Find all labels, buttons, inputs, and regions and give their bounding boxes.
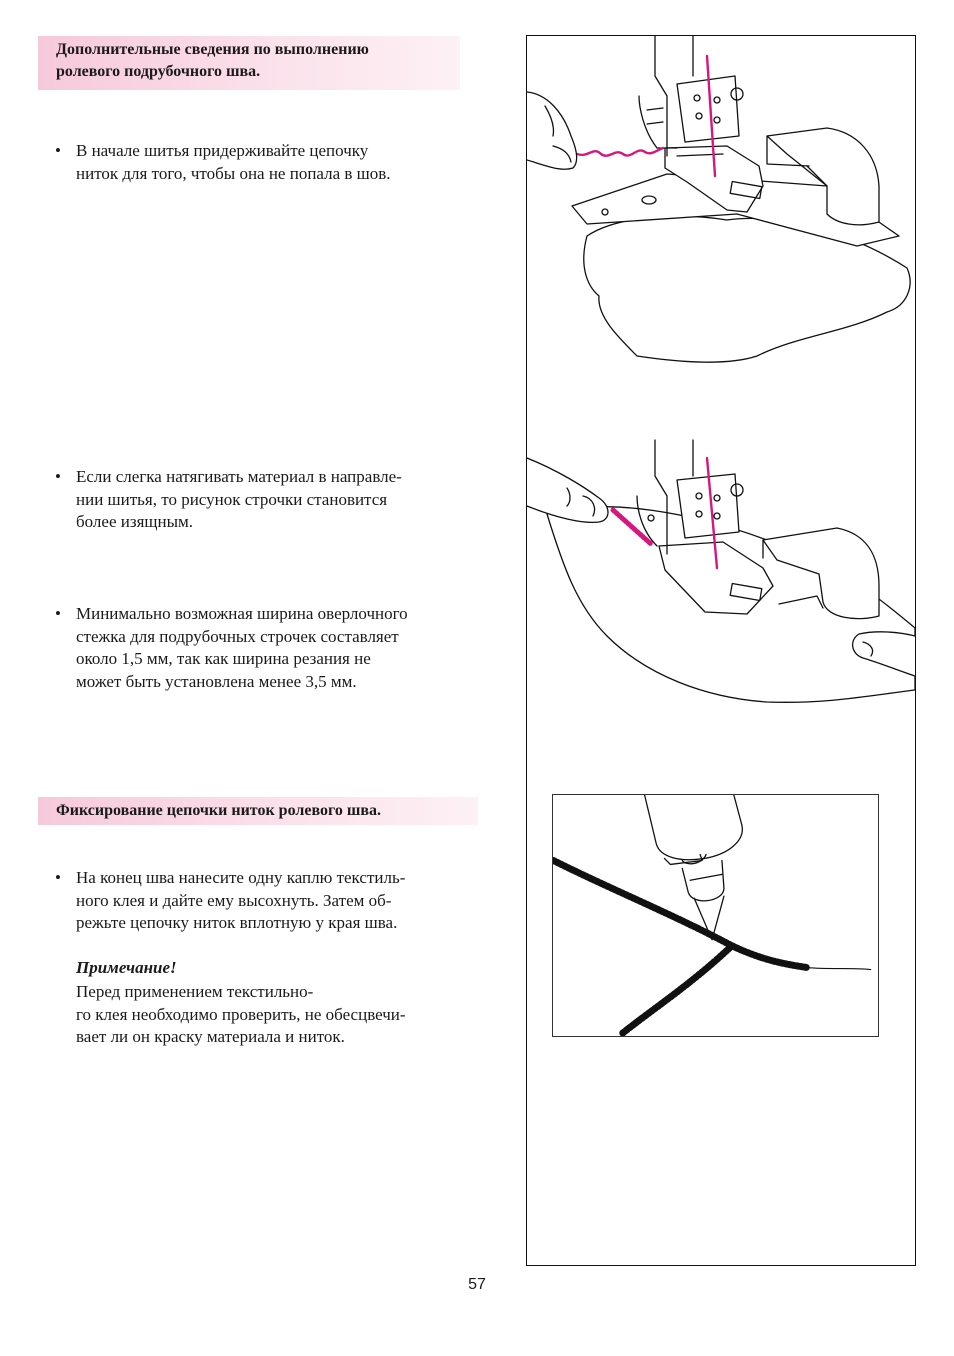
section-heading-rolled-hem-info [38, 36, 460, 90]
list-item-text: Минимально возможная ширина оверлочного стежка для подрубочных строчек составляет около 1,5 мм, так как ширина резания не может быть установлена менее 3,5 мм. [76, 604, 408, 691]
bullet-icon: • [55, 467, 61, 486]
note-title: Примечание! [76, 958, 177, 977]
heading-text: Фиксирование цепочки ниток ролевого шва. [56, 802, 381, 819]
hand-illustration [527, 436, 915, 736]
presser-foot-illustration [527, 36, 915, 376]
list-item [55, 466, 475, 534]
glue-bottle-illustration [552, 794, 879, 1037]
list-item [55, 603, 475, 693]
bullet-icon: • [55, 604, 61, 623]
bullet-icon: • [55, 868, 61, 887]
section-heading-chain-fixing [38, 797, 478, 825]
page-number: 57 [468, 1276, 486, 1293]
list-item-text: В начале шитья придерживайте цепочку ниток для того, чтобы она не попала в шов. [76, 141, 391, 183]
bullet-icon: • [55, 141, 61, 160]
list-item [55, 140, 475, 185]
list-item-text: На конец шва нанесите одну каплю текстиль- ного клея и дайте ему высохнуть. Затем об- режьте цепочку ниток вплотную у края шва. [76, 868, 406, 932]
list-item-text: Если слегка натягивать материал в направле- нии шитья, то рисунок строчки становится более изящным. [76, 467, 402, 531]
heading-text: Дополнительные сведения по выполнению ролевого подрубочного шва. [56, 41, 369, 80]
note-text: Перед применением текстильно- го клея необходимо проверить, не обесцвечи- вает ли он краску материала и ниток. [76, 982, 406, 1046]
list-item [55, 867, 475, 935]
